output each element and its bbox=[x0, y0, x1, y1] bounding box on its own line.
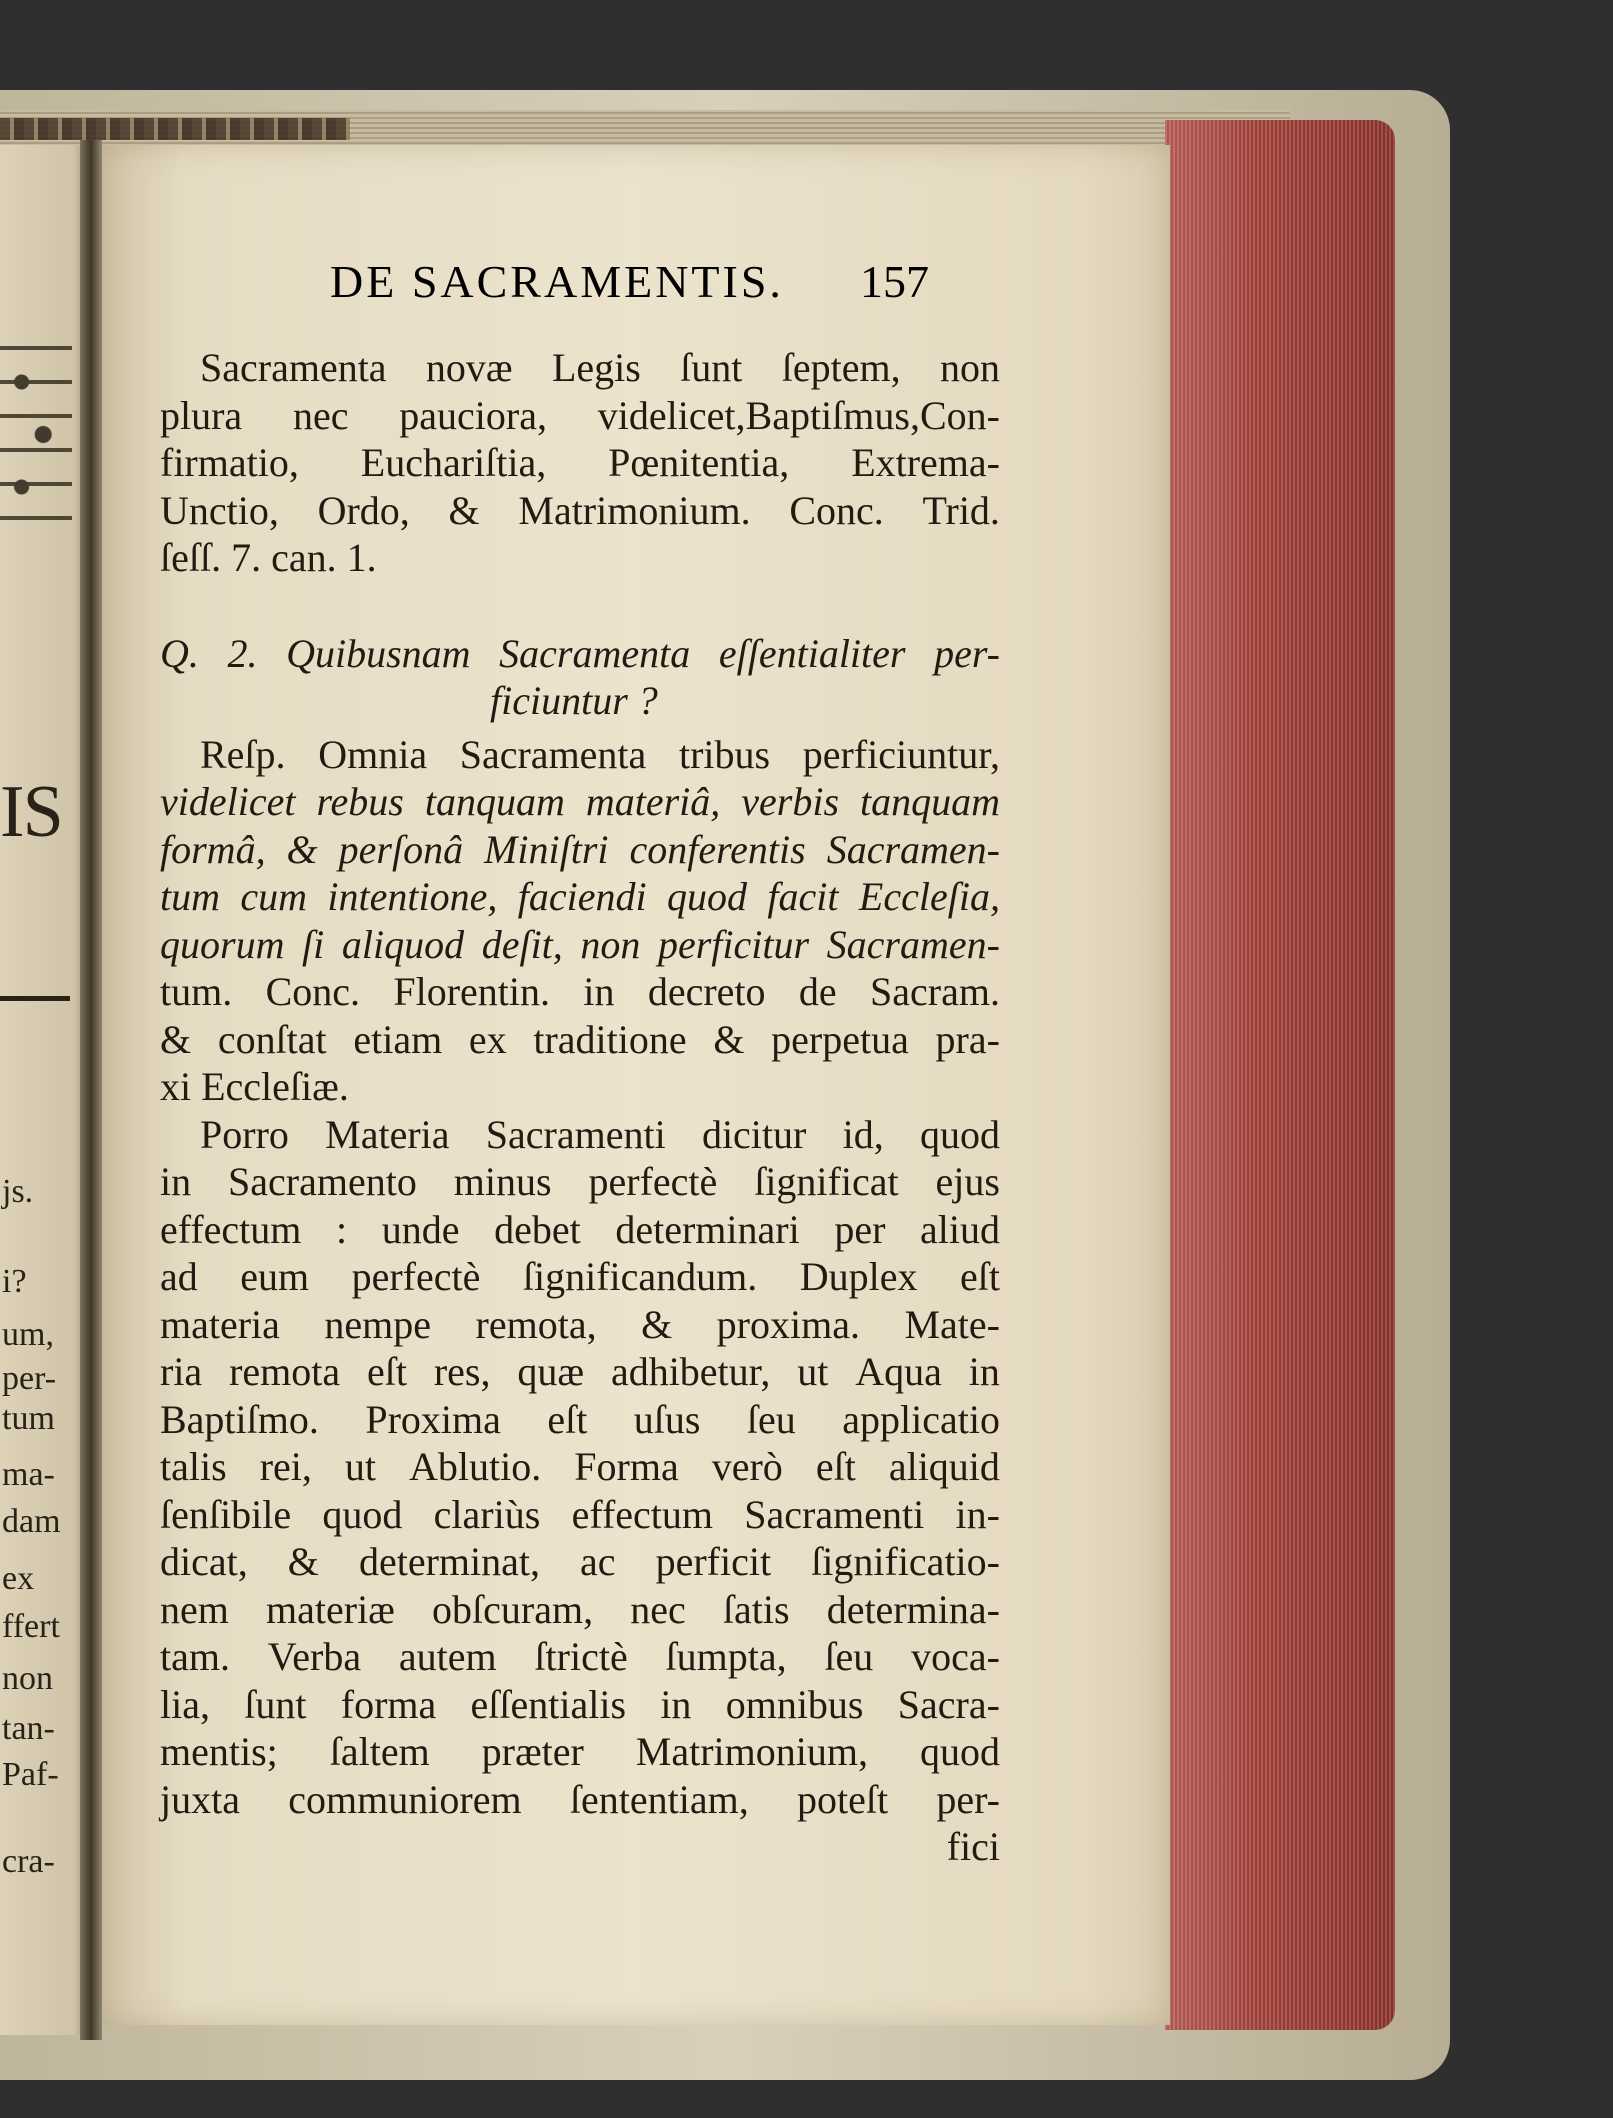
left-fragment-line: cra- bbox=[2, 1843, 55, 1880]
text-line: effectum : unde debet determinari per aliud bbox=[160, 1206, 1000, 1252]
red-page-edges bbox=[1165, 120, 1395, 2030]
left-fragment-large: IS bbox=[0, 771, 62, 853]
text-line: ficiuntur ? bbox=[490, 678, 658, 723]
left-fragment-line: ex bbox=[2, 1560, 35, 1597]
left-fragment-line: Paf- bbox=[2, 1756, 59, 1793]
text-line: & conſtat etiam ex traditione & perpetua pra- bbox=[160, 1016, 1000, 1062]
left-fragment-line: non bbox=[2, 1660, 53, 1697]
text-line: ria remota eſt res, quæ adhibetur, ut Aqua in bbox=[160, 1349, 1000, 1394]
left-fragment-line: tum bbox=[2, 1400, 55, 1437]
text-line: ſenſibile quod clariùs effectum Sacramenti in- bbox=[160, 1491, 1000, 1537]
text-line: lia, ſunt forma eſſentialis in omnibus Sacra- bbox=[160, 1681, 1000, 1727]
headpiece-ornament bbox=[0, 118, 350, 140]
text-line: tum. Conc. Florentin. in decreto de Sacram. bbox=[160, 969, 1000, 1014]
text-line: nem materiæ obſcuram, nec ſatis determina- bbox=[160, 1586, 1000, 1632]
text-line: in Sacramento minus perfectè ſignificat ejus bbox=[160, 1159, 1000, 1204]
text-line: formâ, & perſonâ Miniſtri conferentis Sacramen- bbox=[160, 826, 1000, 872]
text-line: Porro Materia Sacramenti dicitur id, quod bbox=[200, 1111, 1000, 1157]
left-fragment-line: tan- bbox=[2, 1710, 55, 1747]
left-fragment-line: um, bbox=[2, 1316, 54, 1353]
text-line: xi Eccleſiæ. bbox=[160, 1064, 349, 1109]
text-line: firmatio, Euchariſtia, Pœnitentia, Extrema- bbox=[160, 440, 1000, 485]
left-fragment-line: per- bbox=[2, 1360, 57, 1397]
page-number: 157 bbox=[860, 256, 929, 307]
running-head: DE SACRAMENTIS. bbox=[330, 256, 784, 307]
text-line: videlicet rebus tanquam materiâ, verbis tanquam bbox=[160, 779, 1000, 824]
gutter bbox=[80, 140, 102, 2040]
left-page-ornament bbox=[0, 340, 72, 550]
text-line: ad eum perfectè ſignificandum. Duplex eſt bbox=[160, 1254, 1000, 1299]
left-fragment-line: ffert bbox=[2, 1608, 60, 1645]
text-line: dicat, & determinat, ac perficit ſignificatio- bbox=[160, 1539, 1000, 1584]
text-line: tam. Verba autem ſtrictè ſumpta, ſeu voca- bbox=[160, 1634, 1000, 1679]
text-line: Unctio, Ordo, & Matrimonium. Conc. Trid. bbox=[160, 487, 1000, 533]
text-line: tum cum intentione, faciendi quod facit Eccleſia, bbox=[160, 874, 1000, 919]
text-line: Reſp. Omnia Sacramenta tribus perficiuntur, bbox=[200, 731, 1000, 777]
left-fragment-line: i? bbox=[2, 1263, 27, 1300]
left-page-rule bbox=[0, 996, 70, 1001]
left-fragment-line: ma- bbox=[2, 1456, 55, 1493]
text-line: plura nec pauciora, videlicet,Baptiſmus,Con- bbox=[160, 392, 1000, 438]
text-line: juxta communiorem ſententiam, poteſt per- bbox=[160, 1776, 1000, 1822]
text-line: Q. 2. Quibusnam Sacramenta eſſentialiter per- bbox=[160, 630, 1000, 676]
text-line: quorum ſi aliquod deſit, non perficitur Sacramen- bbox=[160, 921, 1000, 967]
text-line: materia nempe remota, & proxima. Mate- bbox=[160, 1301, 1000, 1347]
text-line: talis rei, ut Ablutio. Forma verò eſt aliquid bbox=[160, 1444, 1000, 1489]
text-line: ſeſſ. 7. can. 1. bbox=[160, 535, 377, 580]
page-header bbox=[170, 255, 1030, 315]
text-line: fici bbox=[946, 1824, 1000, 1869]
text-line: Sacramenta novæ Legis ſunt ſeptem, non bbox=[200, 345, 1000, 390]
left-fragment-line: js. bbox=[2, 1173, 34, 1210]
text-line: mentis; ſaltem præter Matrimonium, quod bbox=[160, 1729, 1000, 1774]
text-line: Baptiſmo. Proxima eſt uſus ſeu applicatio bbox=[160, 1396, 1000, 1442]
left-fragment-line: dam bbox=[2, 1503, 61, 1540]
